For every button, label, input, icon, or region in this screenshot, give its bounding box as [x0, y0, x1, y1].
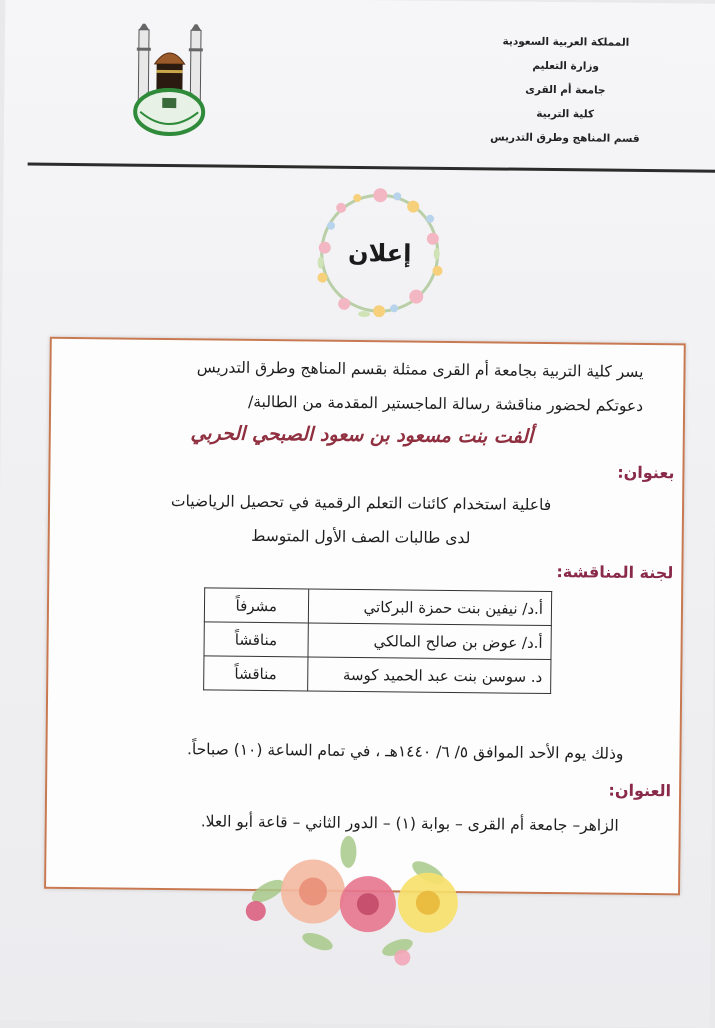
page-title: إعلان — [347, 238, 412, 268]
committee-member-name: أ.د/ عوض بن صالح المالكي — [308, 623, 552, 660]
invitation-line-1: يسر كلية التربية بجامعة أم القرى ممثلة بقسم المناهج وطرق التدريس — [196, 358, 644, 381]
committee-member-name: أ.د/ نيفين بنت حمزة البركاتي — [308, 589, 552, 626]
committee-table — [203, 587, 552, 694]
location-label: العنوان: — [608, 780, 672, 801]
thesis-title-line-1: فاعلية استخدام كائنات التعلم الرقمية في تحصيل الرياضيات — [170, 492, 552, 515]
header-organization — [455, 29, 676, 151]
committee-member-role: مشرفاً — [204, 588, 308, 623]
flower-bouquet-icon — [227, 831, 478, 974]
table-row — [204, 588, 551, 626]
student-name: ألفت بنت مسعود بن سعود الصبحي الحربي — [190, 422, 534, 448]
org-country: المملكة العربية السعودية — [502, 35, 630, 49]
thesis-label: بعنوان: — [617, 462, 675, 483]
table-row — [204, 656, 551, 694]
committee-member-role: مناقشاً — [204, 622, 308, 657]
org-university: جامعة أم القرى — [525, 83, 606, 97]
committee-member-role: مناقشاً — [204, 656, 308, 691]
header-divider — [28, 163, 715, 173]
committee-label: لجنة المناقشة: — [556, 562, 674, 583]
location-text: الزاهر– جامعة أم القرى – بوابة (١) – الدور الثاني – قاعة أبو العلا. — [200, 812, 619, 835]
thesis-title-line-2: لدى طالبات الصف الأول المتوسط — [251, 526, 471, 548]
org-college: كلية التربية — [536, 107, 595, 121]
committee-member-name: د. سوسن بنت عبد الحميد كوسة — [307, 657, 551, 694]
org-department: قسم المناهج وطرق التدريس — [490, 131, 640, 145]
invitation-line-2: دعوتكم لحضور مناقشة رسالة الماجستير المقدمة من الطالبة/ — [247, 392, 644, 415]
announcement-card — [44, 337, 686, 896]
university-logo-icon — [124, 24, 215, 143]
org-ministry: وزارة التعليم — [532, 59, 600, 73]
schedule-text: وذلك يوم الأحد الموافق ٥/ ٦/ ١٤٤٠هـ ، في تمام الساعة (١٠) صباحاً. — [186, 740, 624, 763]
table-row — [204, 622, 551, 660]
